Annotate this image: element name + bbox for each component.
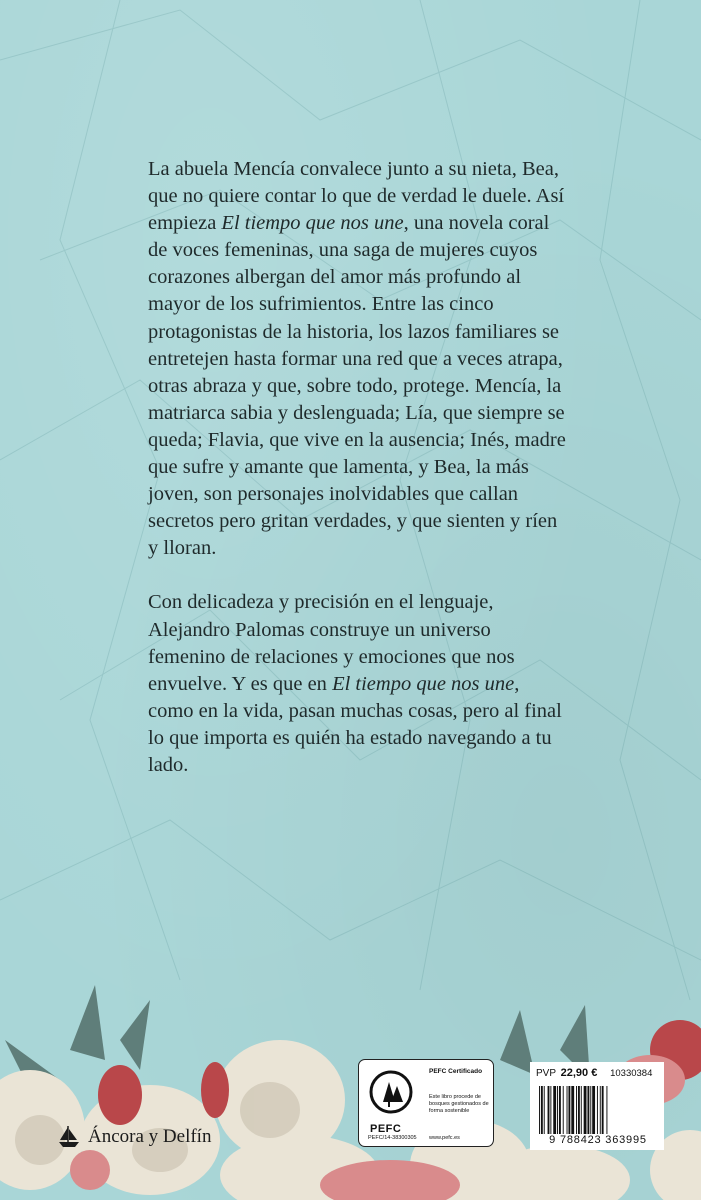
barcode-bar [559,1086,561,1134]
blurb-paragraph-1 [148,156,568,562]
barcode-bar [571,1086,574,1134]
barcode-bar [581,1086,582,1134]
blurb-text: La abuela Mencía convalece junto a su nieta, Bea, que no quiere contar lo que de verdad le duele. Así empieza [148,158,565,235]
pefc-url: www.pefc.es [429,1135,460,1141]
blurb-text: , como en la vida, pasan muchas cosas, pero al final lo que importa es quién ha estado navegando a tu lado. [148,672,562,776]
barcode-bar [563,1086,564,1134]
barcode-bar [568,1086,570,1134]
barcode-bar [587,1086,589,1134]
blurb-paragraph-2 [148,589,568,779]
product-code: 10330384 [610,1068,653,1079]
pefc-logo-text: PEFC [370,1123,402,1135]
pefc-tree-logo-icon [369,1070,413,1126]
barcode-box [530,1062,664,1150]
blurb-text: Con delicadeza y precisión en el lenguaje, Alejandro Palomas construye un universo femenino de relaciones y emociones que nos envuelve. Y es que en [148,591,515,695]
ship-icon [56,1124,82,1150]
blurb-text: , una novela coral de voces femeninas, una saga de mujeres cuyos corazones albergan del amor más profundo al mayor de los sufrimientos. Entre las cinco protagonistas de la historia, los lazos familiares se entretejen hasta formar una red que a veces atrapa, otras abraza y que, sobre todo, protege. Mencía, la matriarca sabia y deslenguada; Lía, que siempre se queda; Flavia, que vive en la ausencia; Inés, madre que sufre y amante que lamenta, y Bea, la más joven, son personajes inolvidables que callan secretos pero gritan verdades, y que sienten y ríen y lloran. [148,212,566,560]
publisher-logo [56,1124,211,1150]
barcode-bar [592,1086,595,1134]
back-cover-blurb [148,156,568,779]
pvp-label: PVP [536,1068,556,1079]
barcode-bar [567,1086,568,1134]
barcode-bars [539,1086,657,1134]
barcode-bar [602,1086,604,1134]
book-title-italic: El tiempo que nos une [332,672,515,695]
pefc-title: PEFC Certificado [429,1068,483,1075]
barcode-bar [541,1086,543,1134]
barcode-bar [606,1086,607,1134]
barcode-bar [553,1086,556,1134]
barcode-bar [548,1086,550,1134]
barcode-bar [550,1086,551,1134]
book-title-italic: El tiempo que nos une [221,212,404,235]
barcode-bar [600,1086,601,1134]
pefc-certification-box [358,1059,494,1147]
pefc-description: Este libro procede de bosques gestionados de forma sostenible [429,1094,489,1114]
barcode-bar [578,1086,580,1134]
price-value: 22,90 € [560,1067,598,1079]
barcode-bar [557,1086,558,1134]
pefc-code: PEFC/14-38300305 [368,1135,417,1141]
barcode-bar [590,1086,591,1134]
barcode-bar [576,1086,577,1134]
barcode-bar [544,1086,545,1134]
publisher-name: Áncora y Delfín [88,1126,212,1147]
barcode-bar [597,1086,598,1134]
barcode-bar [539,1086,540,1134]
barcode-bar [584,1086,587,1134]
price-row [536,1067,652,1079]
isbn-number: 9 788423 363995 [549,1134,647,1146]
